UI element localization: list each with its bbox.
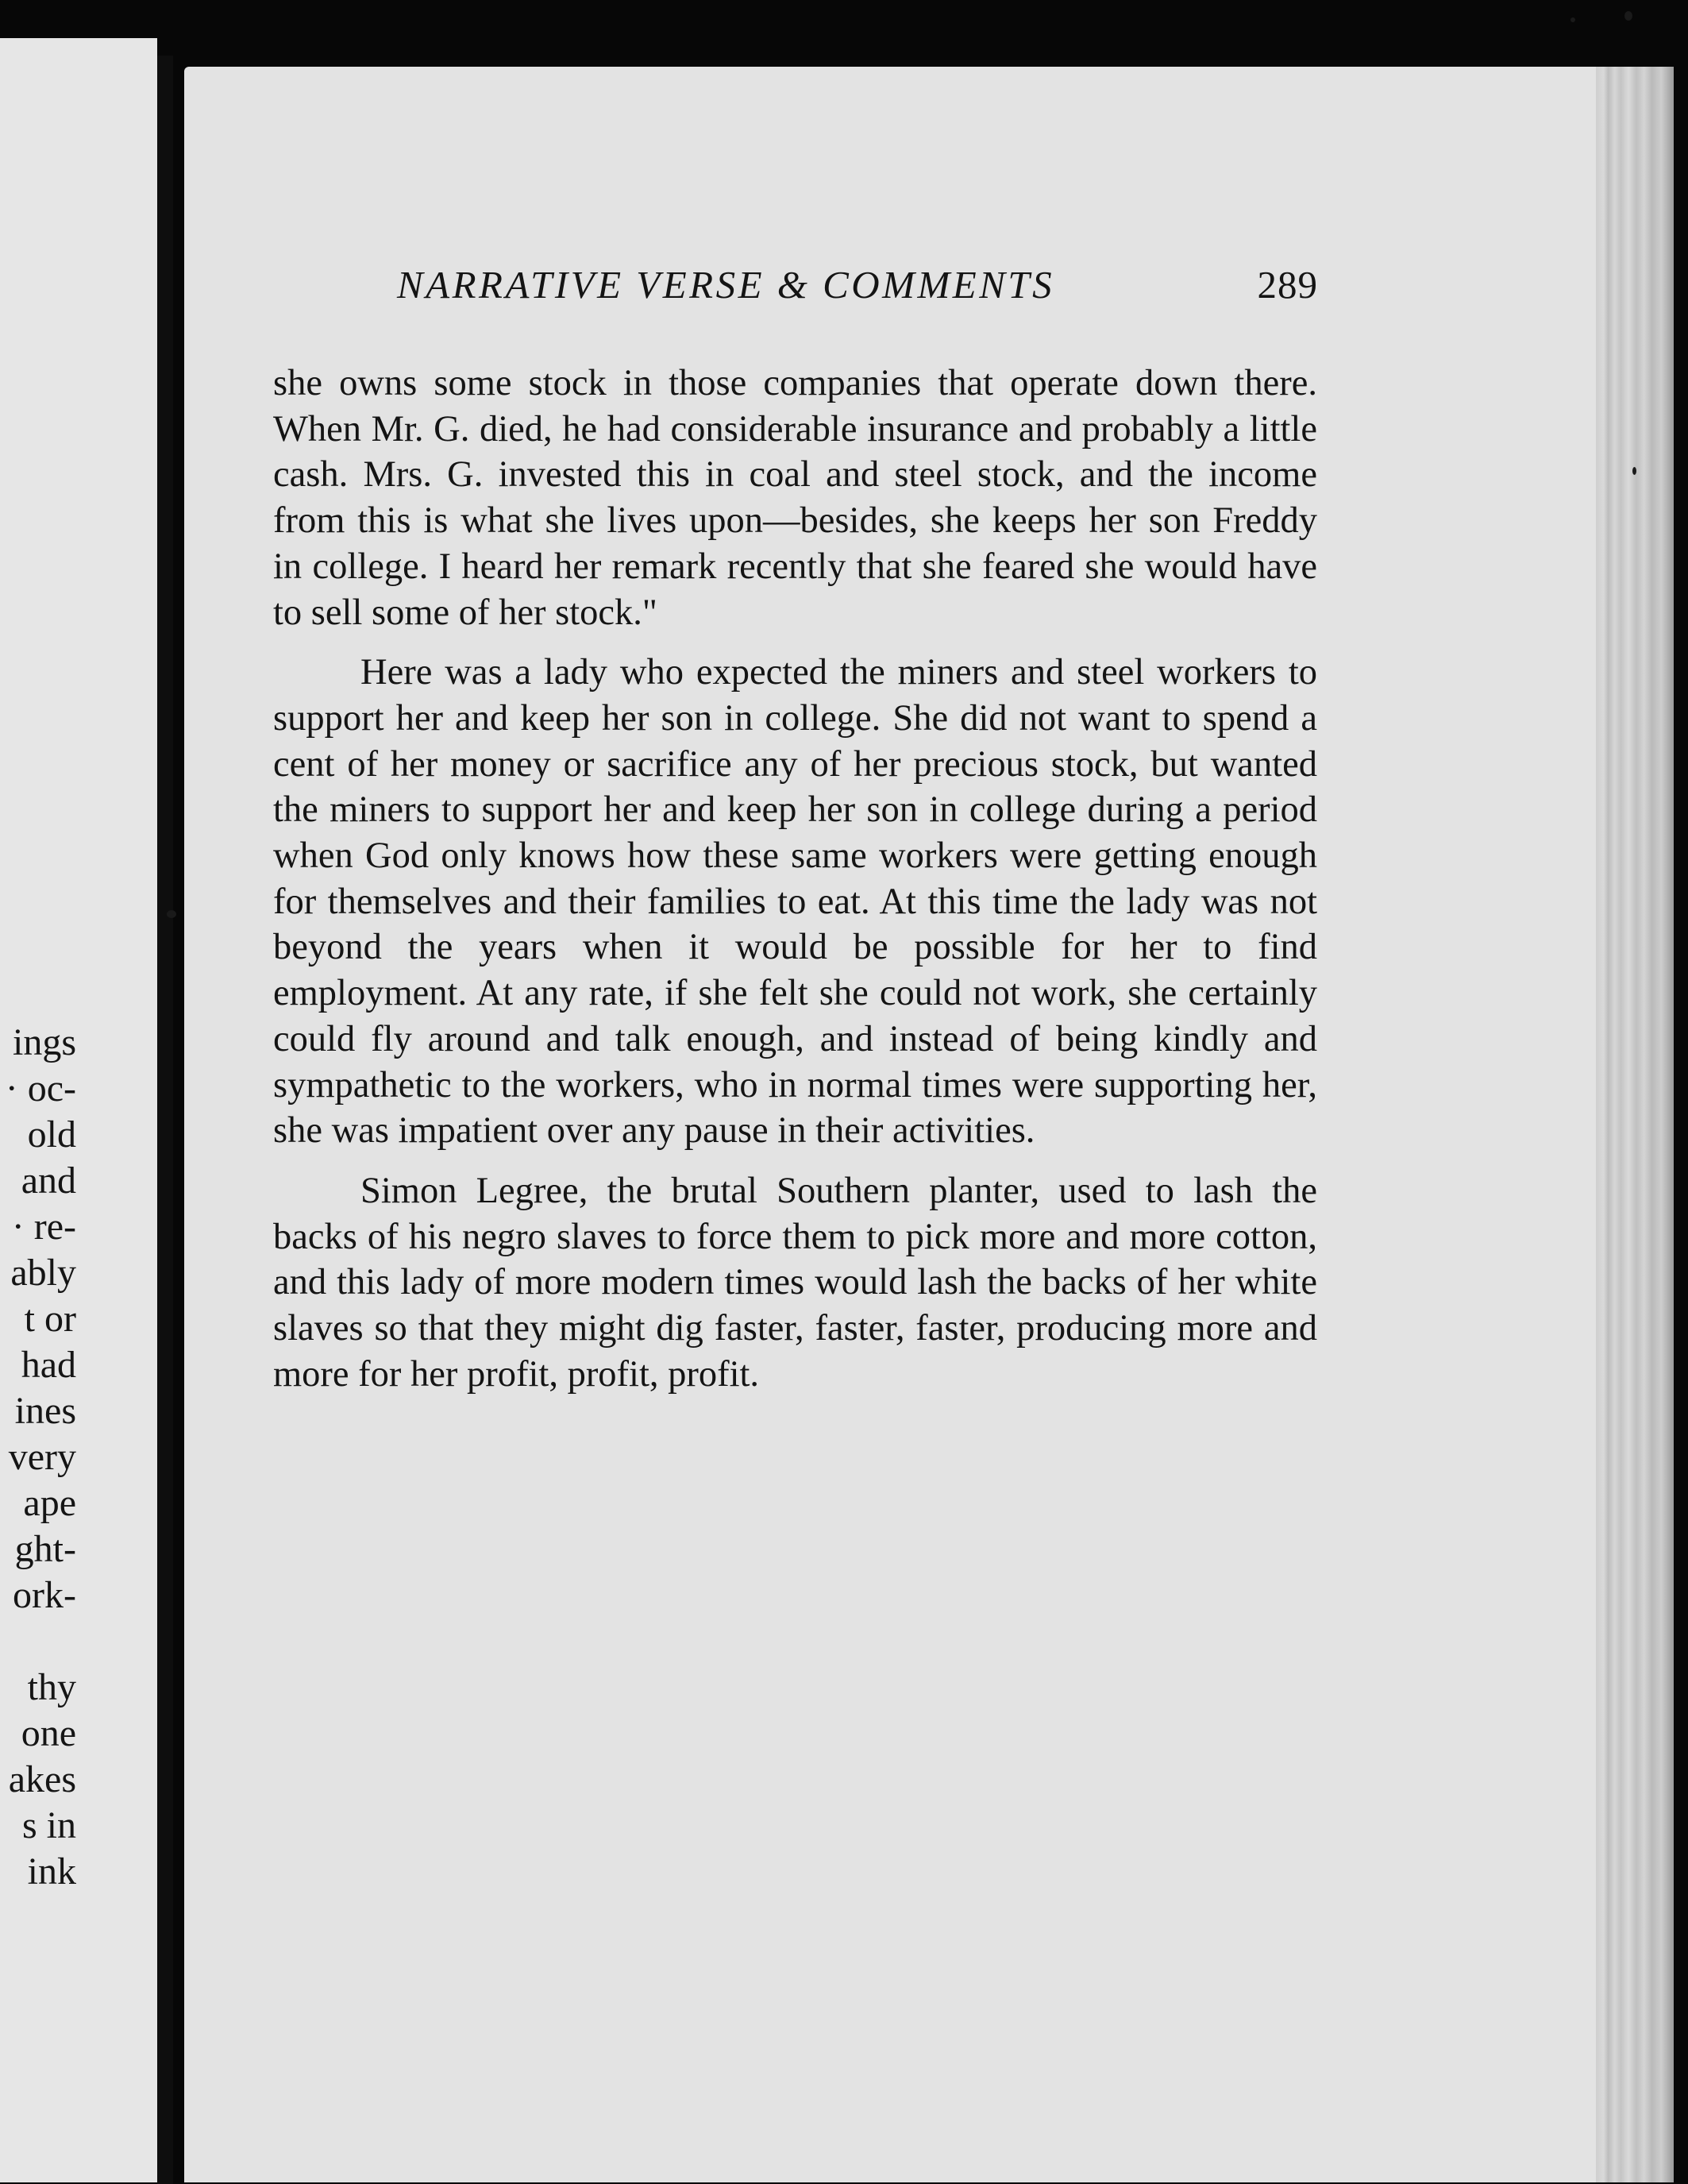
- scan-speck: [1570, 17, 1575, 22]
- paragraph: Here was a lady who expected the miners and steel workers to support her and keep her son in college. She did not want to spend a cent of her money or sacrifice any of her precious stock, but wanted the miners to support her and keep her son in college during a period when God only knows how these same workers were getting enough for themselves and their families to eat. At this time the lady was not beyond the years when it would be possible for her to find employment. At any rate, if she felt she could not work, she certainly could fly around and talk enough, and instead of being kindly and sympathetic to the workers, who in normal times were supporting her, she was impatient over any pause in their activities.: [273, 652, 1317, 1152]
- previous-page-text-fragments: [0, 1020, 76, 1895]
- previous-page-line-fragment: old: [27, 1113, 76, 1156]
- previous-page-line-fragment: [0, 1619, 76, 1665]
- previous-page-line-fragment: · oc-: [5, 1067, 76, 1109]
- previous-page-line-fragment: ape: [23, 1482, 76, 1524]
- previous-page: [0, 38, 157, 2182]
- previous-page-line-fragment: ght-: [14, 1528, 76, 1570]
- page-body-text: [273, 361, 1317, 1397]
- scan-speck: [1624, 11, 1632, 21]
- page-stack-edge: [1596, 67, 1674, 2182]
- previous-page-line-fragment: s in: [21, 1804, 76, 1846]
- previous-page-line-fragment: akes: [8, 1758, 76, 1800]
- previous-page-line-fragment: and: [21, 1160, 76, 1202]
- previous-page-line-fragment: very: [8, 1436, 76, 1478]
- running-head-title: NARRATIVE VERSE & COMMENTS: [397, 263, 1055, 307]
- page-number: 289: [1257, 263, 1318, 307]
- paragraph: she owns some stock in those companies that operate down there. When Mr. G. died, he had considerable insurance and probably a little cash. Mrs. G. invested this in coal and steel stock, and the income from this is what she lives upon—besides, she keeps her son Freddy in college. I heard her remark recently that she feared she would have to sell some of her stock.": [273, 363, 1317, 633]
- previous-page-line-fragment: ings: [12, 1021, 76, 1063]
- book-gutter-shadow: [157, 56, 173, 2184]
- previous-page-line-fragment: had: [21, 1344, 76, 1386]
- paragraph: Simon Legree, the brutal Southern planter, used to lash the backs of his negro slaves to force them to pick more and more cotton, and this lady of more modern times would lash the backs of her white slaves so that they might dig faster, faster, faster, producing more and more for her profit, profit, profit.: [273, 1170, 1317, 1395]
- previous-page-line-fragment: t or: [24, 1298, 76, 1340]
- previous-page-line-fragment: ork-: [13, 1574, 76, 1616]
- previous-page-line-fragment: ably: [10, 1252, 76, 1294]
- previous-page-line-fragment: · re-: [11, 1206, 76, 1248]
- previous-page-line-fragment: ink: [27, 1850, 76, 1893]
- scan-speck: [167, 910, 176, 918]
- previous-page-line-fragment: one: [21, 1712, 76, 1754]
- running-head: [397, 262, 1318, 318]
- previous-page-line-fragment: ines: [14, 1390, 76, 1432]
- previous-page-line-fragment: thy: [27, 1666, 76, 1708]
- scan-speck: [1632, 467, 1636, 475]
